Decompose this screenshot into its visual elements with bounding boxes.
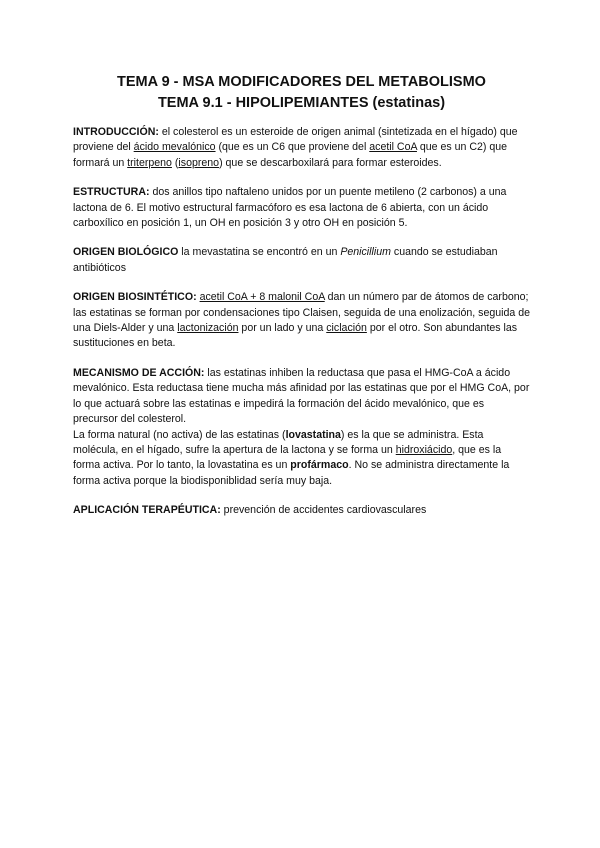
- origen-biosint-term-lactonizacion: lactonización: [177, 322, 239, 335]
- mecanismo-label: MECANISMO DE ACCIÓN:: [73, 366, 205, 379]
- mecanismo-text: . No se administra directamente la forma activa porque la biodisponiblidad sería muy baja.: [73, 459, 510, 487]
- intro-term-acetil-coa: acetil CoA: [369, 141, 417, 154]
- mecanismo-text: ) es la que se administra. Esta molécula, en el hígado, sufre la apertura de la lactona y se forma un: [73, 428, 484, 456]
- aplicacion-text: prevención de accidentes cardiovasculares: [220, 504, 427, 517]
- mecanismo-text: las estatinas inhiben la reductasa que pasa el HMG-CoA a ácido mevalónico. Esta reductasa tiene mucha más afinidad por las estatinas que por el HMG CoA, por lo que actuará sobre las estatinas e impedirá la formación del ácido mevalónico, que es precursor del colesterol.: [73, 366, 530, 426]
- section-aplicacion: [73, 503, 530, 518]
- mecanismo-text: La forma natural (no activa) de las estatinas (: [73, 428, 286, 441]
- mecanismo-text: , que es la forma activa. Por lo tanto, la lovastatina es un: [73, 443, 502, 472]
- mecanismo-term-hidroxiacido: hidroxiácido: [395, 443, 453, 456]
- aplicacion-label: APLICACIÓN TERAPÉUTICA:: [73, 504, 221, 517]
- intro-text: el colesterol es un esteroide de origen animal (sintetizada en el hígado) que proviene del: [73, 126, 518, 154]
- origen-bio-text: cuando se estudiaban antibióticos: [73, 246, 498, 274]
- section-origen-biosintetico: [73, 290, 530, 352]
- estructura-label: ESTRUCTURA:: [73, 186, 150, 199]
- intro-term-triterpeno: triterpeno: [127, 156, 172, 169]
- origen-biosint-text: por un lado y una: [238, 322, 327, 335]
- intro-term-acido-mevalonico: ácido mevalónico: [133, 141, 216, 154]
- section-mecanismo: [73, 366, 530, 489]
- section-introduccion: [73, 125, 530, 171]
- intro-term-isopreno: isopreno: [178, 156, 220, 169]
- section-estructura: [73, 185, 530, 231]
- origen-bio-label: ORIGEN BIOLÓGICO: [73, 246, 179, 259]
- origen-bio-text: la mevastatina se encontró en un: [178, 246, 341, 259]
- mecanismo-term-lovastatina: lovastatina: [285, 428, 341, 441]
- mecanismo-term-profarmaco: profármaco: [290, 459, 349, 472]
- estructura-text: dos anillos tipo naftaleno unidos por un puente metileno (2 carbonos) a una lactona de 6. El motivo estructural farmacóforo es esa lactona de 6 abierta, con un ácido carboxílico en posición 1, un OH en posición 3 y otro OH en posición 5.: [73, 186, 507, 230]
- intro-text: (que es un C6 que proviene del: [215, 141, 370, 154]
- title-line-2: TEMA 9.1 - HIPOLIPEMIANTES (estatinas): [157, 95, 446, 111]
- intro-text: ) que se descarboxilará para formar esteroides.: [219, 156, 442, 169]
- origen-biosint-text: dan un número par de átomos de carbono; las estatinas se forman por condensaciones tipo Claisen, seguida de una enolización, seguida de una Diels-Alder y una: [73, 291, 531, 335]
- section-origen-biologico: [73, 245, 530, 276]
- intro-text: (: [171, 156, 179, 169]
- intro-label: INTRODUCCIÓN:: [73, 126, 159, 138]
- origen-biosint-term-ciclacion: ciclación: [326, 322, 367, 335]
- origen-biosint-label: ORIGEN BIOSINTÉTICO:: [73, 291, 197, 304]
- origen-biosint-text: por el otro. Son abundantes las sustituciones en beta.: [73, 322, 518, 350]
- intro-text: que es un C2) que formará un: [73, 141, 508, 169]
- title-line-1: TEMA 9 - MSA MODIFICADORES DEL METABOLISMO: [117, 74, 486, 90]
- origen-bio-penicillium: Penicillium: [340, 246, 391, 259]
- origen-biosint-term-acetil-malonil: acetil CoA + 8 malonil CoA: [199, 291, 325, 304]
